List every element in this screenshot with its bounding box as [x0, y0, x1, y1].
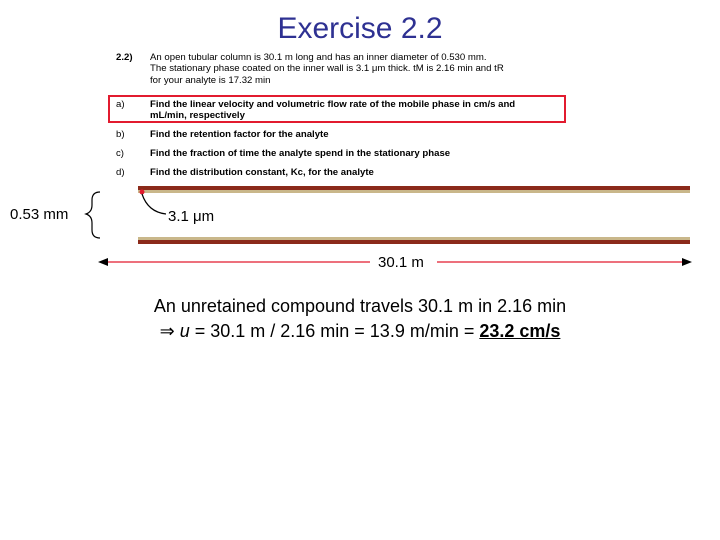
problem-line: for your analyte is 17.32 min [150, 74, 271, 86]
solution-equation: = 30.1 m / 2.16 min = 13.9 m/min = [189, 321, 480, 341]
part-text: Find the fraction of time the analyte spend in the stationary phase [150, 148, 451, 159]
coating-thickness-label: 3.1 μm [168, 208, 215, 225]
column-wall-bottom [138, 240, 690, 244]
problem-line: The stationary phase coated on the inner wall is 3.1 μm thick. tM is 2.16 min and tR [150, 63, 504, 75]
length-arrow-left-head [98, 258, 108, 266]
part-label: c) [116, 148, 124, 159]
part-label: d) [116, 167, 125, 178]
slide-title: Exercise 2.2 [277, 12, 443, 45]
stationary-phase-top [138, 190, 690, 193]
column-length-label: 30.1 m [378, 254, 424, 271]
problem-line: An open tubular column is 30.1 m long and has an inner diameter of 0.530 mm. [150, 52, 487, 63]
part-text: Find the distribution constant, Kc, for the analyte [150, 167, 374, 178]
part-text: Find the retention factor for the analyte [150, 129, 329, 140]
coating-marker-dot [140, 190, 145, 195]
velocity-symbol: u [179, 321, 190, 341]
solution-answer: 23.2 cm/s [479, 321, 561, 341]
diameter-label: 0.53 mm [10, 206, 69, 223]
column-wall-top [138, 186, 690, 190]
part-line: mL/min, respectively [150, 110, 245, 122]
part-line: Find the linear velocity and volumetric flow rate of the mobile phase in cm/s and [150, 99, 516, 110]
length-arrow-right-head [682, 258, 692, 266]
diameter-brace [86, 192, 100, 238]
problem-number: 2.2) [116, 52, 133, 63]
stationary-phase-bottom [138, 237, 690, 240]
part-label: a) [116, 99, 125, 110]
solution-line-2 [0, 321, 720, 342]
coating-pointer [142, 194, 166, 214]
implies-symbol: ⇒ [159, 321, 175, 341]
part-label: b) [116, 129, 125, 140]
solution-line-1: An unretained compound travels 30.1 m in 2.16 min [153, 296, 567, 316]
